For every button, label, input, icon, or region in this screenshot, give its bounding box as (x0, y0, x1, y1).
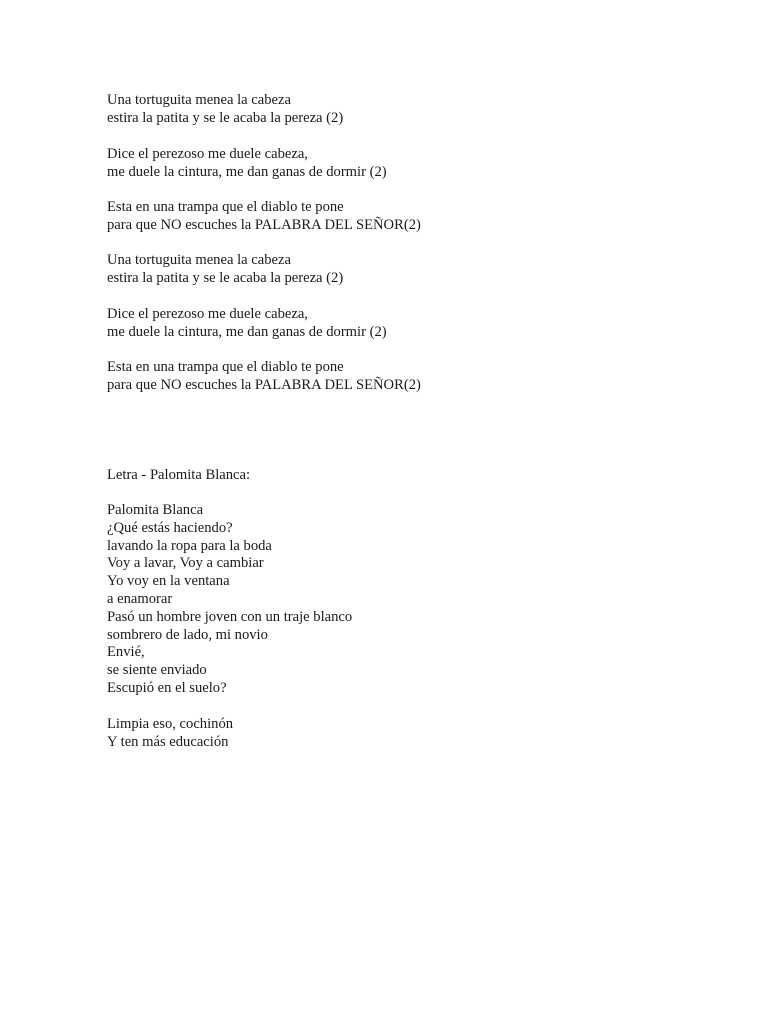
stanza (107, 199, 707, 235)
lyric-line: a enamorar (107, 590, 173, 607)
lyric-line: Esta en una trampa que el diablo te pone (107, 199, 344, 215)
lyric-line: se siente enviado (107, 662, 207, 679)
lyric-line: Envié, (107, 644, 145, 661)
lyric-line: lavando la ropa para la boda (107, 537, 272, 554)
lyric-line: Escupió en el suelo? (107, 679, 227, 696)
stanza (107, 359, 707, 395)
lyric-line: estira la patita y se le acaba la pereza (2) (107, 109, 344, 126)
lyric-line: Esta en una trampa que el diablo te pone (107, 359, 344, 375)
lyric-line: Palomita Blanca (107, 502, 204, 518)
lyric-line: Pasó un hombre joven con un traje blanco (107, 608, 353, 625)
lyric-line: me duele la cintura, me dan ganas de dormir (2) (107, 163, 387, 180)
lyric-line: me duele la cintura, me dan ganas de dormir (2) (107, 323, 387, 340)
lyric-line: Yo voy en la ventana (107, 573, 230, 590)
stanza (107, 502, 707, 698)
lyric-line: Limpia eso, cochinón (107, 716, 234, 732)
lyric-line: para que NO escuches la PALABRA DEL SEÑOR(2) (107, 376, 421, 393)
song-heading: Letra - Palomita Blanca: (107, 467, 251, 483)
lyric-line: Una tortuguita menea la cabeza (107, 252, 291, 268)
lyric-line: Voy a lavar, Voy a cambiar (107, 555, 264, 572)
stanza (107, 252, 707, 288)
lyric-line: para que NO escuches la PALABRA DEL SEÑOR(2) (107, 216, 421, 233)
lyric-line: Una tortuguita menea la cabeza (107, 92, 291, 108)
lyric-line: sombrero de lado, mi novio (107, 626, 268, 643)
lyric-line: estira la patita y se le acaba la pereza (2) (107, 269, 344, 286)
stanza (107, 146, 707, 182)
stanza (107, 92, 707, 128)
stanza (107, 716, 707, 752)
stanza (107, 306, 707, 342)
song-heading-block (107, 467, 707, 485)
lyric-line: ¿Qué estás haciendo? (107, 519, 233, 536)
lyric-line: Dice el perezoso me duele cabeza, (107, 146, 308, 162)
lyric-line: Y ten más educación (107, 733, 229, 750)
lyric-line: Dice el perezoso me duele cabeza, (107, 306, 308, 322)
